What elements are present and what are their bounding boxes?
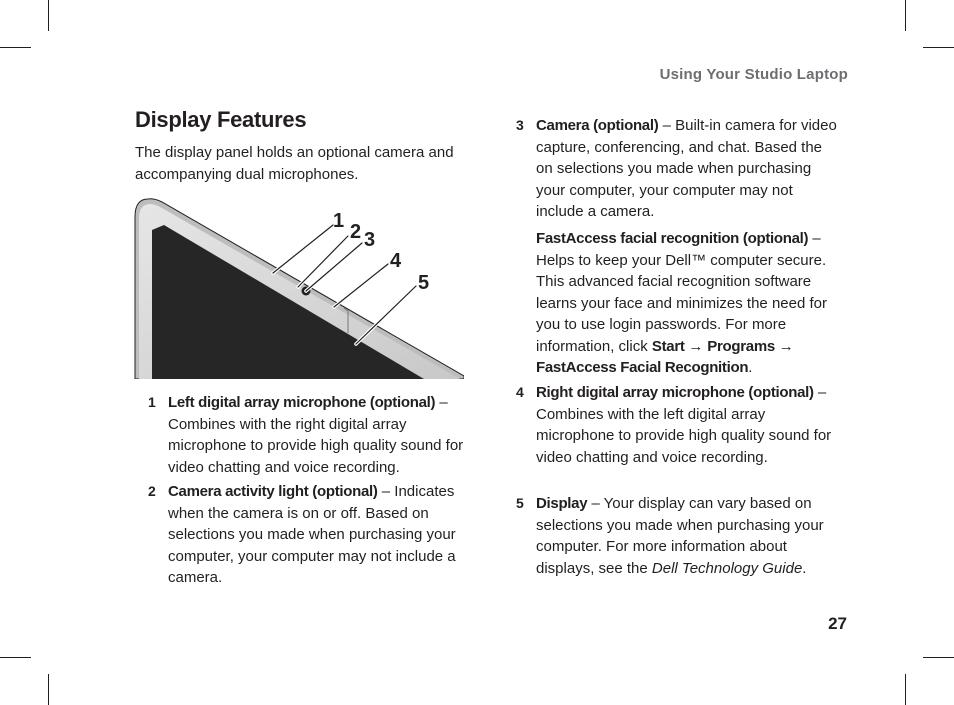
crop-mark (923, 47, 954, 48)
item-description: – Indicates when the camera is on or off. Based on selections you made when purchasing your computer, your computer may not include a camera. (168, 483, 456, 586)
item-number: 5 (516, 495, 524, 511)
fastaccess-label: FastAccess facial recognition (optional) (536, 230, 809, 247)
crop-mark (905, 0, 906, 31)
crop-mark (0, 657, 31, 658)
item-number: 3 (516, 117, 524, 133)
crop-mark (923, 657, 954, 658)
item-label: Left digital array microphone (optional) (168, 394, 436, 411)
item-reference: Dell Technology Guide (651, 559, 803, 577)
crop-mark (0, 47, 31, 48)
item-label: Right digital array microphone (optional) (536, 384, 814, 401)
menu-path-start: Start → (651, 337, 704, 355)
crop-mark (905, 674, 906, 705)
callout-5: 5 (418, 272, 430, 294)
item-number: 2 (148, 483, 156, 499)
item-label: Camera (optional) (536, 117, 659, 134)
item-description: – Combines with the right digital array microphone to provide high quality sound for video chatting and voice recording. (168, 394, 464, 476)
callout-4: 4 (390, 250, 402, 272)
fastaccess-description: – Helps to keep your Dell™ computer secure. This advanced facial recognition software learns your face and minimizes the need for you to use login passwords. For more information, click (536, 230, 827, 355)
item-number: 4 (516, 384, 524, 400)
callout-3: 3 (364, 229, 376, 251)
intro-paragraph: The display panel holds an optional camera and accompanying dual microphones. (135, 144, 454, 183)
item-label: Display (536, 495, 588, 512)
item-description: – Combines with the left digital array microphone to provide high quality sound for video chatting and voice recording. (536, 384, 832, 466)
running-header: Using Your Studio Laptop (659, 66, 848, 83)
callout-1: 1 (333, 210, 345, 232)
item-description: – Built-in camera for video capture, conferencing, and chat. Based the on selections you made when purchasing your computer, your computer may not include a camera. (536, 117, 837, 220)
item-description: – Your display can vary based on selections you made when purchasing your computer. For more information about displays, see the (536, 495, 824, 577)
fastaccess-paragraph (536, 228, 832, 379)
sentence-end: . (802, 559, 807, 577)
display-illustration (134, 193, 464, 379)
callout-2: 2 (350, 221, 362, 243)
menu-path-programs: Programs → FastAccess Facial Recognition (536, 337, 794, 376)
crop-mark (48, 0, 49, 31)
item-label: Camera activity light (optional) (168, 483, 378, 500)
page-title: Display Features (135, 107, 307, 132)
sentence-end: . (748, 359, 753, 376)
item-number: 1 (148, 394, 156, 410)
page-number: 27 (828, 614, 847, 633)
crop-mark (48, 674, 49, 705)
